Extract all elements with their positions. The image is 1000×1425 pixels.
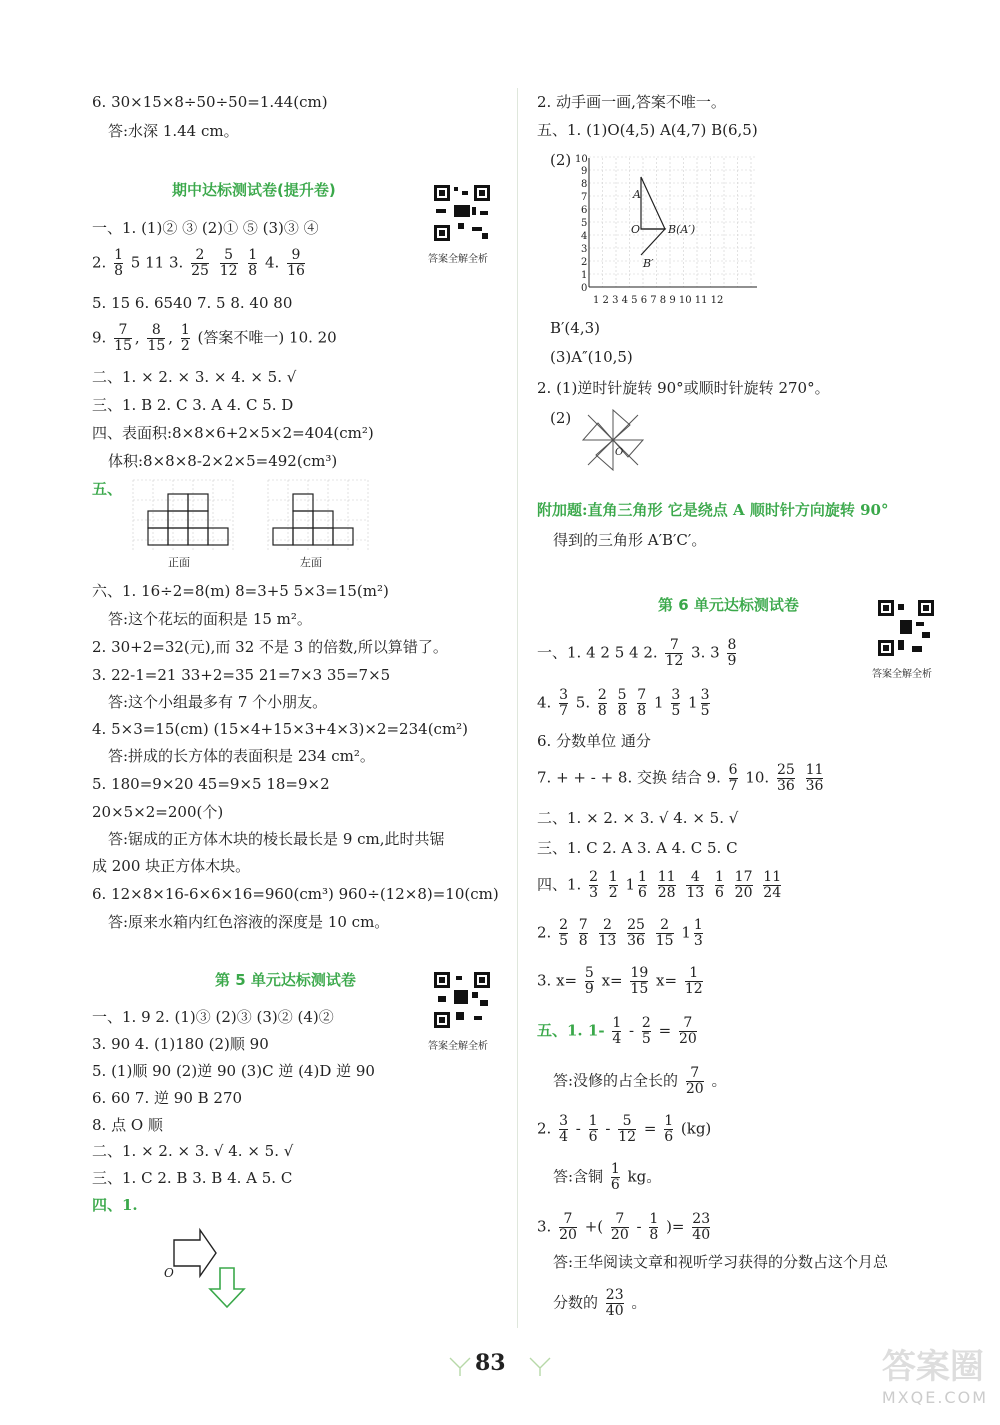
point-o-label: O xyxy=(164,1266,174,1280)
pinwheel-figure xyxy=(578,405,648,475)
y-tick: 7 xyxy=(581,192,588,203)
y-tick: 9 xyxy=(581,166,588,177)
answer-line-fractions: 分数的 $\frac{23}{40}$ 。 xyxy=(553,1287,647,1319)
answer-line: (3)A″(10,5) xyxy=(550,348,633,366)
point-o-label: O xyxy=(631,223,641,236)
answer-line: (2) xyxy=(550,409,572,427)
qr-code-icon[interactable] xyxy=(432,970,492,1030)
answer-line: 答:王华阅读文章和视听学习获得的分数占这个月总 xyxy=(553,1253,889,1271)
answer-line: 二、1. × 2. × 3. × 4. × 5. √ xyxy=(92,368,297,386)
section-title-unit6: 第 6 单元达标测试卷 xyxy=(658,596,799,614)
answer-line: B′(4,3) xyxy=(550,319,600,337)
answer-line: 答:锯成的正方体木块的棱长最长是 9 cm,此时共锯 xyxy=(108,830,445,848)
pinwheel-center-label: O xyxy=(615,447,624,458)
answer-line: 成 200 块正方体木块。 xyxy=(92,857,251,875)
page-number: 83 xyxy=(475,1350,506,1376)
qr-code-icon[interactable] xyxy=(876,598,936,658)
answer-line: 体积:8×8×8-2×2×5=492(cm³) xyxy=(108,452,338,470)
point-a-label: A xyxy=(633,188,641,201)
answer-line: 答:水深 1.44 cm。 xyxy=(108,122,239,140)
answer-line: 四、表面积:8×8×6+2×5×2=404(cm²) xyxy=(92,424,374,442)
answer-line: 6. 分数单位 通分 xyxy=(537,732,651,750)
answer-line: 6. 60 7. 逆 90 B 270 xyxy=(92,1089,243,1107)
answer-line: 五、1. (1)O(4,5) A(4,7) B(6,5) xyxy=(537,121,758,139)
y-tick: 0 xyxy=(581,283,588,294)
answer-line-fractions: 一、1. 4 2 5 4 2. $\frac{7}{12}$ 3. 3 $\frac{8}{9}$ xyxy=(537,637,737,669)
answer-line: 5. 15 6. 6540 7. 5 8. 40 80 xyxy=(92,294,293,312)
watermark: 答案圈 MXQE.COM xyxy=(881,1347,988,1407)
answer-line: 5. (1)顺 90 (2)逆 90 (3)C 逆 (4)D 逆 90 xyxy=(92,1062,375,1080)
answer-line-fractions: 五、1. 1- $\frac{1}{4}$ - $\frac{2}{5}$ = $\frac{7}{20}$ xyxy=(537,1015,697,1047)
y-tick: 2 xyxy=(581,257,588,268)
qr-label: 答案全解全析 xyxy=(428,1041,488,1052)
section-title-unit5: 第 5 单元达标测试卷 xyxy=(215,971,356,989)
answer-line: 六、1. 16÷2=8(m) 8=3+5 5×3=15(m²) xyxy=(92,582,389,600)
answer-line-fractions: 4. $\frac{3}{7}$ 5. $\frac{2}{8}$ $\frac{5}{8}$ $\frac{7}{8}$ 1 $\frac{3}{5}$ 1 $\frac{3}{5}$ xyxy=(537,687,710,719)
answer-line-fractions: 7. + + - + 8. 交换 结合 9. $\frac{6}{7}$ 10. $\frac{25}{36}$ $\frac{11}{36}$ xyxy=(537,762,824,794)
answer-line: 二、1. × 2. × 3. √ 4. × 5. √ xyxy=(537,809,739,827)
answer-line: 答:这个花坛的面积是 15 m²。 xyxy=(108,610,312,628)
qr-code-icon[interactable] xyxy=(432,183,492,243)
answer-line: 三、1. C 2. B 3. B 4. A 5. C xyxy=(92,1169,293,1187)
front-view-label: 正面 xyxy=(168,556,190,569)
answer-line: 三、1. B 2. C 3. A 4. C 5. D xyxy=(92,396,294,414)
y-tick: 3 xyxy=(581,244,588,255)
answer-line-fractions: 9. $\frac{7}{15}$ , $\frac{8}{15}$ , $\frac{1}{2}$ (答案不唯一) 10. 20 xyxy=(92,322,337,354)
y-tick: 4 xyxy=(581,231,588,242)
answer-line: 答:原来水箱内红色溶液的深度是 10 cm。 xyxy=(108,913,390,931)
answer-line: 8. 点 O 顺 xyxy=(92,1116,163,1134)
qr-label: 答案全解全析 xyxy=(428,254,488,265)
answer-line: 四、1. xyxy=(92,1196,138,1214)
side-view-label: 左面 xyxy=(300,556,322,569)
answer-line: 答:拼成的长方体的表面积是 234 cm²。 xyxy=(108,747,375,765)
y-tick: 8 xyxy=(581,179,588,190)
answer-line-fractions: 3. $\frac{7}{20}$ +( $\frac{7}{20}$ - $\frac{1}{8}$ )= $\frac{23}{40}$ xyxy=(537,1211,711,1243)
coordinate-grid xyxy=(565,150,765,310)
three-view-drawings xyxy=(128,476,498,576)
x-tick-labels: 1 2 3 4 5 6 7 8 9 10 11 12 xyxy=(593,295,724,306)
answer-line-fractions: 2. $\frac{3}{4}$ - $\frac{1}{6}$ - $\frac{5}{12}$ = $\frac{1}{6}$ (kg) xyxy=(537,1113,712,1145)
answer-line: 2. 动手画一画,答案不唯一。 xyxy=(537,93,726,111)
answer-line: 5. 180=9×20 45=9×5 18=9×2 xyxy=(92,775,330,793)
answer-line: 得到的三角形 A′B′C′。 xyxy=(553,531,707,549)
answer-line: 2. 30+2=32(元),而 32 不是 3 的倍数,所以算错了。 xyxy=(92,638,448,656)
answer-line: 20×5×2=200(个) xyxy=(92,803,224,821)
qr-label: 答案全解全析 xyxy=(872,669,932,680)
answer-line: 6. 30×15×8÷50÷50=1.44(cm) xyxy=(92,93,328,111)
answer-line: 一、1. 9 2. (1)③ (2)③ (3)② (4)② xyxy=(92,1008,334,1026)
point-b-prime-label: B′ xyxy=(643,257,654,270)
section-title-midterm: 期中达标测试卷(提升卷) xyxy=(172,181,336,199)
y-tick: 1 xyxy=(581,270,588,281)
answer-line: 二、1. × 2. × 3. √ 4. × 5. √ xyxy=(92,1142,294,1160)
answer-line: 6. 12×8×16-6×6×16=960(cm³) 960÷(12×8)=10(cm) xyxy=(92,885,499,903)
answer-line-fractions: 答:没修的占全长的 $\frac{7}{20}$ 。 xyxy=(553,1065,727,1097)
answer-line-fractions: 2. $\frac{1}{8}$ 5 11 3. $\frac{2}{25}$ $\frac{5}{12}$ $\frac{1}{8}$ 4. $\frac{9}{16}$ xyxy=(92,247,305,279)
y-tick: 6 xyxy=(581,205,588,216)
answer-line: 一、1. (1)② ③ (2)① ⑤ (3)③ ④ xyxy=(92,219,319,237)
answer-line: 三、1. C 2. A 3. A 4. C 5. C xyxy=(537,839,738,857)
answer-line-fractions: 四、1. $\frac{2}{3}$ $\frac{1}{2}$ 1 $\frac{1}{6}$ $\frac{11}{28}$ $\frac{4}{13}$ $\frac{1}{6}$ $\frac{17}{20}$ $\frac{11}{24}$ xyxy=(537,869,782,901)
column-divider xyxy=(517,88,518,1328)
rotated-arrow-figure xyxy=(160,1225,260,1315)
answer-line: 4. 5×3=15(cm) (15×4+15×3+4×3)×2=234(cm²) xyxy=(92,720,469,738)
answer-line-fractions: 2. $\frac{2}{5}$ $\frac{7}{8}$ $\frac{2}{13}$ $\frac{25}{36}$ $\frac{2}{15}$ 1 $\frac{1}{3}$ xyxy=(537,917,703,949)
answer-line: (2) xyxy=(550,151,572,169)
answer-line: 答:这个小组最多有 7 个小朋友。 xyxy=(108,693,328,711)
answer-line-fractions: 3. x= $\frac{5}{9}$ x= $\frac{19}{15}$ x= $\frac{1}{12}$ xyxy=(537,965,703,997)
answer-line: 3. 22-1=21 33+2=35 21=7×3 35=7×5 xyxy=(92,666,391,684)
y-tick: 10 xyxy=(575,154,588,165)
y-tick: 5 xyxy=(581,218,588,229)
bonus-question: 附加题:直角三角形 它是绕点 A 顺时针方向旋转 90° xyxy=(537,501,889,519)
answer-line: 2. (1)逆时针旋转 90°或顺时针旋转 270°。 xyxy=(537,379,830,397)
answer-line: 3. 90 4. (1)180 (2)顺 90 xyxy=(92,1035,269,1053)
answer-line: 五、 xyxy=(92,480,123,498)
point-b-label: B(A′) xyxy=(668,223,696,236)
answer-line-fractions: 答:含铜 $\frac{1}{6}$ kg。 xyxy=(553,1161,662,1193)
